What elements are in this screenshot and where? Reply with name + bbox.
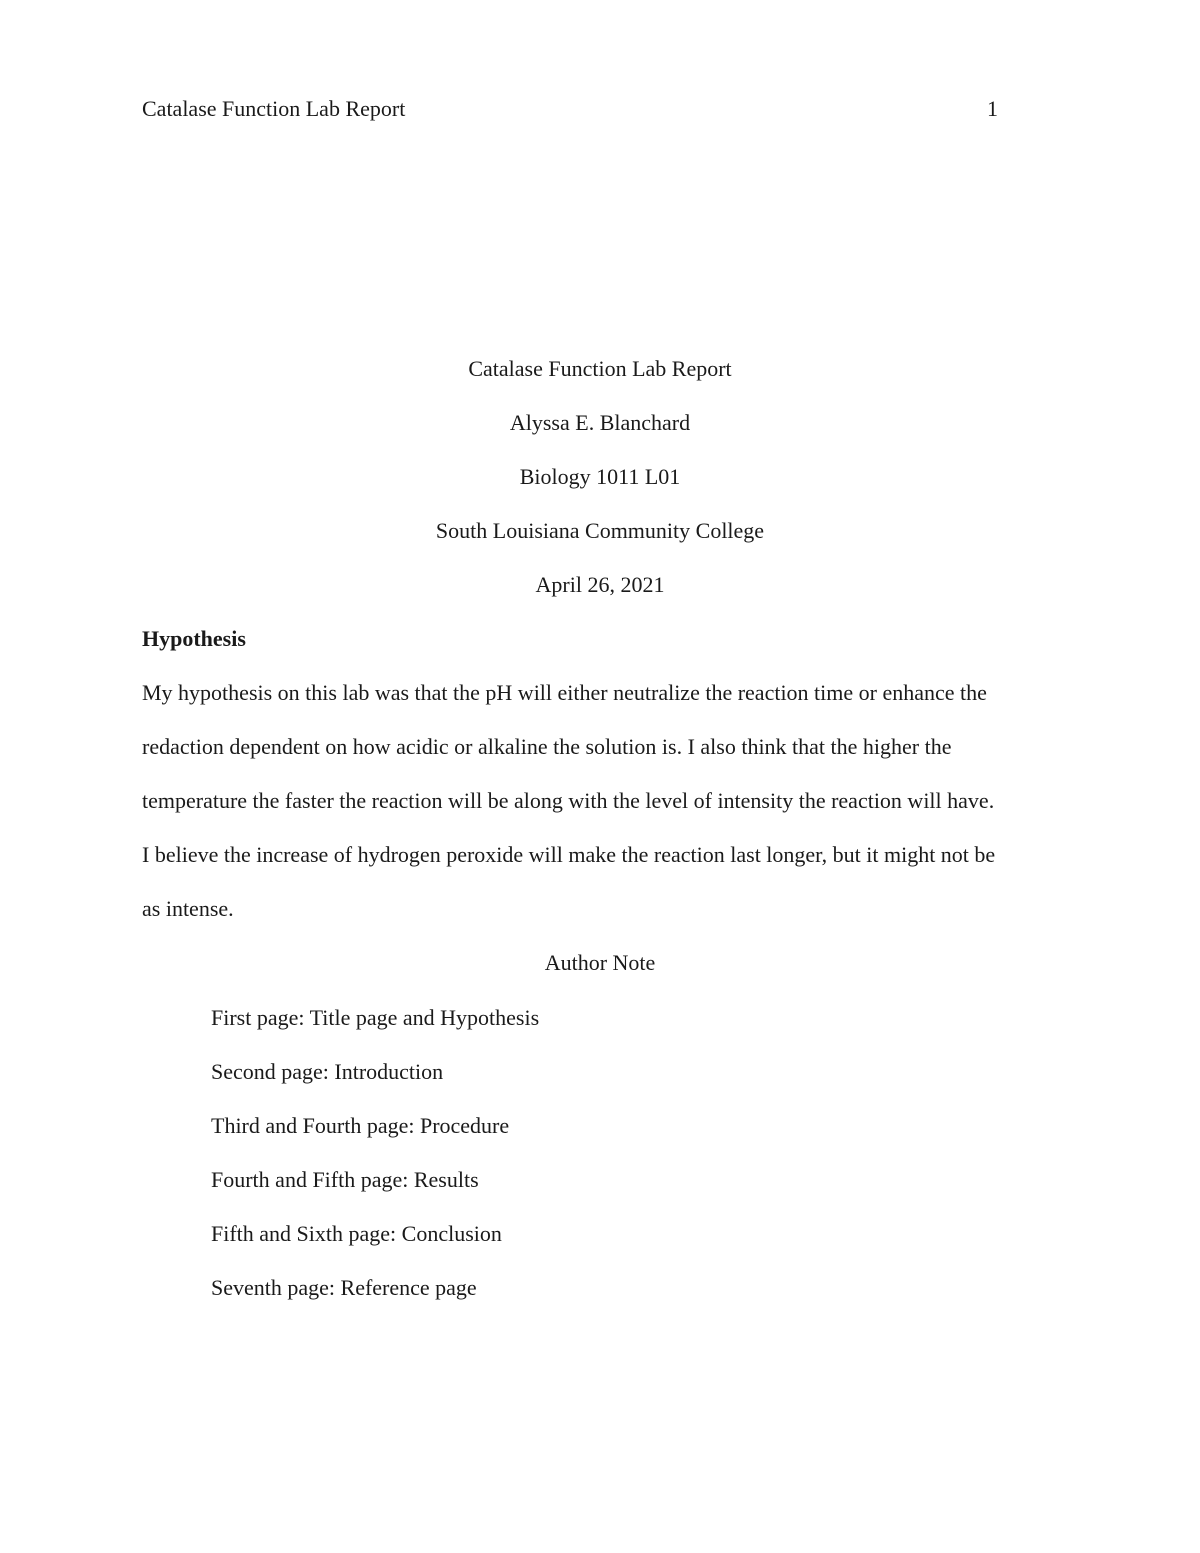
institution-name: South Louisiana Community College (435, 518, 765, 543)
author-note-heading: Author Note (544, 950, 656, 975)
hypothesis-line: as intense. (142, 896, 234, 921)
page-number: 1 (987, 96, 998, 121)
author-note-item: Seventh page: Reference page (211, 1275, 477, 1300)
author-note-item: Third and Fourth page: Procedure (211, 1113, 510, 1138)
hypothesis-line: redaction dependent on how acidic or alkaline the solution is. I also think that the higher the (142, 734, 952, 759)
author-note-item: First page: Title page and Hypothesis (211, 1005, 540, 1030)
hypothesis-line: I believe the increase of hydrogen peroxide will make the reaction last longer, but it might not be (142, 842, 996, 867)
running-head: Catalase Function Lab Report (142, 96, 406, 121)
author-name: Alyssa E. Blanchard (509, 410, 691, 435)
author-note-item: Fourth and Fifth page: Results (211, 1167, 479, 1192)
report-date: April 26, 2021 (535, 572, 665, 597)
course-name: Biology 1011 L01 (519, 464, 681, 489)
hypothesis-line: temperature the faster the reaction will be along with the level of intensity the reaction will have. (142, 788, 995, 813)
author-note-item: Fifth and Sixth page: Conclusion (211, 1221, 502, 1246)
report-title: Catalase Function Lab Report (468, 356, 732, 381)
hypothesis-line: My hypothesis on this lab was that the pH will either neutralize the reaction time or enhance the (142, 680, 987, 705)
hypothesis-heading: Hypothesis (142, 626, 246, 651)
author-note-item: Second page: Introduction (211, 1059, 444, 1084)
title-block (0, 354, 1200, 624)
